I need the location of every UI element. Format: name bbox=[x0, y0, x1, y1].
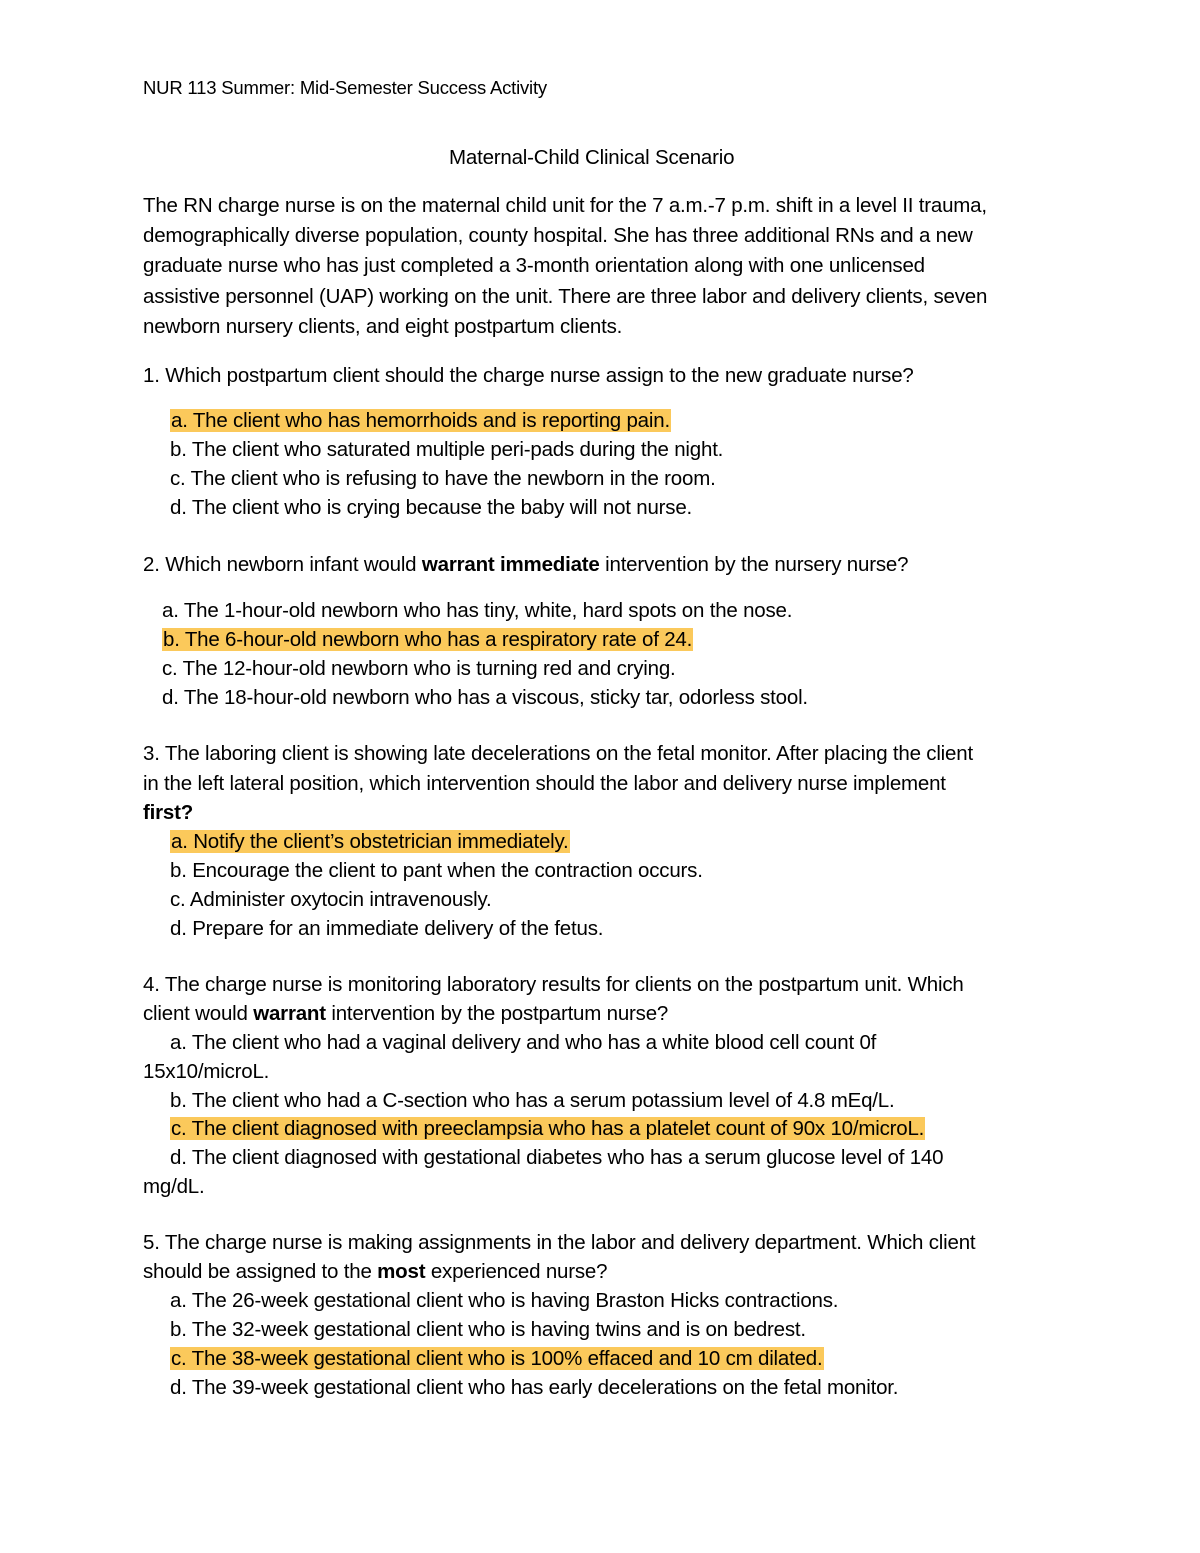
question-3-stem: in the left lateral position, which intervention should the labor and delivery nurse implement bbox=[143, 772, 946, 795]
question-2-option-a: a. The 1-hour-old newborn who has tiny, white, hard spots on the nose. bbox=[162, 599, 793, 622]
page-header: NUR 113 Summer: Mid-Semester Success Activity bbox=[143, 77, 547, 98]
stem-emphasis: warrant bbox=[253, 1002, 326, 1025]
document-title: Maternal-Child Clinical Scenario bbox=[449, 146, 735, 169]
question-3-option-a bbox=[170, 828, 570, 855]
question-1-option-b: b. The client who saturated multiple peri-pads during the night. bbox=[170, 438, 724, 461]
question-5-stem bbox=[143, 1258, 607, 1285]
stem-text: 2. Which newborn infant would bbox=[143, 553, 422, 576]
question-3-option-d: d. Prepare for an immediate delivery of the fetus. bbox=[170, 917, 604, 940]
answer-highlight: b. The 6-hour-old newborn who has a respiratory rate of 24. bbox=[163, 628, 693, 651]
answer-highlight: a. The client who has hemorrhoids and is reporting pain. bbox=[171, 409, 670, 432]
question-3-stem: 3. The laboring client is showing late decelerations on the fetal monitor. After placing the client bbox=[143, 742, 973, 765]
question-3-option-b: b. Encourage the client to pant when the contraction occurs. bbox=[170, 859, 703, 882]
answer-highlight: c. The 38-week gestational client who is 100% effaced and 10 cm dilated. bbox=[171, 1347, 823, 1370]
intro-line: graduate nurse who has just completed a 3-month orientation along with one unlicensed bbox=[143, 254, 925, 277]
question-4-stem: 4. The charge nurse is monitoring laboratory results for clients on the postpartum unit. Which bbox=[143, 973, 964, 996]
intro-line: newborn nursery clients, and eight postpartum clients. bbox=[143, 315, 623, 338]
stem-emphasis: most bbox=[377, 1260, 426, 1283]
intro-line: assistive personnel (UAP) working on the unit. There are three labor and delivery clients, seven bbox=[143, 285, 988, 308]
question-5-option-c bbox=[170, 1345, 824, 1372]
question-5-stem: 5. The charge nurse is making assignments in the labor and delivery department. Which client bbox=[143, 1231, 976, 1254]
question-4-stem bbox=[143, 1000, 668, 1027]
question-4-option-c bbox=[170, 1115, 925, 1142]
question-1-option-d: d. The client who is crying because the baby will not nurse. bbox=[170, 496, 693, 519]
question-5-option-d: d. The 39-week gestational client who has early decelerations on the fetal monitor. bbox=[170, 1376, 899, 1399]
question-4-option-a-cont: 15x10/microL. bbox=[143, 1060, 270, 1083]
answer-highlight: c. The client diagnosed with preeclampsia who has a platelet count of 90x 10/microL. bbox=[171, 1117, 925, 1140]
intro-line: demographically diverse population, county hospital. She has three additional RNs and a new bbox=[143, 224, 973, 247]
stem-text: client would bbox=[143, 1002, 254, 1025]
question-5-option-a: a. The 26-week gestational client who is having Braston Hicks contractions. bbox=[170, 1289, 839, 1312]
question-3-stem-emphasis bbox=[143, 799, 193, 826]
stem-text: should be assigned to the bbox=[143, 1260, 378, 1283]
question-4-option-b: b. The client who had a C-section who has a serum potassium level of 4.8 mEq/L. bbox=[170, 1089, 895, 1112]
stem-text: experienced nurse? bbox=[425, 1260, 608, 1283]
question-5-option-b: b. The 32-week gestational client who is having twins and is on bedrest. bbox=[170, 1318, 806, 1341]
question-2-option-c: c. The 12-hour-old newborn who is turning red and crying. bbox=[162, 657, 676, 680]
question-2-option-d: d. The 18-hour-old newborn who has a viscous, sticky tar, odorless stool. bbox=[162, 686, 808, 709]
stem-emphasis: first? bbox=[143, 801, 194, 824]
question-3-option-c: c. Administer oxytocin intravenously. bbox=[170, 888, 492, 911]
intro-line: The RN charge nurse is on the maternal child unit for the 7 a.m.-7 p.m. shift in a level II trauma, bbox=[143, 194, 987, 217]
question-4-option-a: a. The client who had a vaginal delivery and who has a white blood cell count 0f bbox=[170, 1031, 877, 1054]
stem-text: intervention by the nursery nurse? bbox=[599, 553, 909, 576]
question-1-option-a bbox=[170, 407, 671, 434]
question-4-option-d-cont: mg/dL. bbox=[143, 1175, 205, 1198]
stem-emphasis: warrant immediate bbox=[421, 553, 600, 576]
question-1-stem: 1. Which postpartum client should the charge nurse assign to the new graduate nurse? bbox=[143, 364, 914, 387]
stem-text: intervention by the postpartum nurse? bbox=[325, 1002, 669, 1025]
question-1-option-c: c. The client who is refusing to have the newborn in the room. bbox=[170, 467, 716, 490]
question-2-option-b bbox=[162, 626, 693, 653]
question-2-stem bbox=[143, 551, 908, 578]
answer-highlight: a. Notify the client’s obstetrician immediately. bbox=[171, 830, 569, 853]
question-4-option-d: d. The client diagnosed with gestational diabetes who has a serum glucose level of 140 bbox=[170, 1146, 944, 1169]
